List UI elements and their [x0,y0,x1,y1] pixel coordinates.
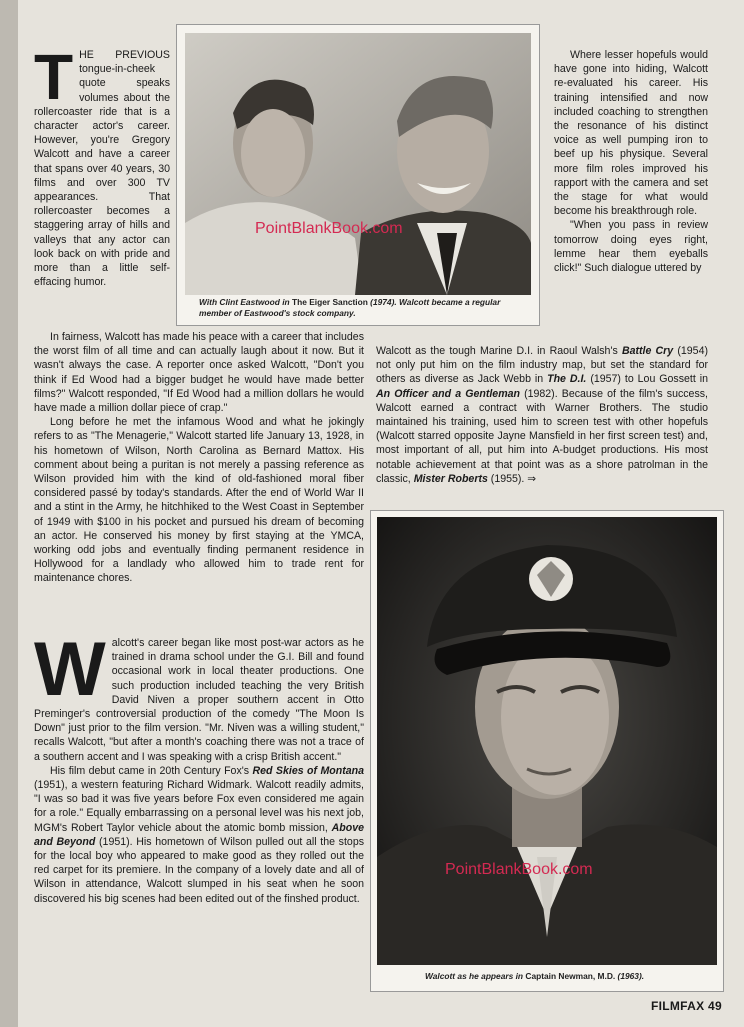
battle-cry-a: Walcott as the tough Marine D.I. in Raoul Walsh's [376,345,622,357]
fairness-paragraph: In fairness, Walcott has made his peace with a career that includes the worst film of all time and can actually laugh about it now. But it wasn't always the case. A reporter once asked Walcott, "Don't you think if Ed Wood had a bigger budget he would have made better films?" Walcott responded, "If Ed Wood had a million dollars he would have made a million dollar piece of crap." [34,331,364,415]
left-column-intro [34,41,170,289]
caption-bottom-a: Walcott as he appears in [425,971,526,981]
debut-b: (1951), a western featuring Richard Widmark. Walcott readily admits, "I was so bad it was five years before Fox even considered me again for a role." Equally embarrassing on a personal level was his next job, MGM's Robert Taylor vehicle about the atomic bomb mission, [34,779,364,834]
drop-cap-w: W [34,627,106,712]
middle-left-column [34,330,364,586]
debut-paragraph [34,764,364,906]
film-red-skies: Red Skies of Montana [252,764,364,777]
right-paragraph-2: "When you pass in review tomorrow doing eyes right, lemme hear them eyeballs click!" Such dialogue uttered by [554,219,708,275]
photo-image [185,33,531,295]
right-paragraph-1: Where lesser hopefuls would have gone into hiding, Walcott re-evaluated his career. His training intensified and now included coaching to strengthen the resonance of his distinct voice as well pumping iron to beef up his physique. Several more film roles improved his rapport with the camera and set the stage for what would become his breakthrough role. [554,49,708,218]
film-mister-roberts: Mister Roberts [413,472,488,485]
photo-captain-newman [370,510,724,992]
battle-cry-c: (1957) to Lou Gossett in [586,373,708,386]
caption-top-film: The Eiger Sanction [291,297,368,307]
battle-cry-d: (1982). Because of the film's success, Walcott earned a contract with Warner Brothers. The studio maintained his training, used him to screen test with other hopefuls (Walcott starred opposite Jayne Mansfield in her first screen test) and, most important of all, put him into A-budget productions. His most notable achievement at that point was as a shore patrolman in the classic, [376,387,708,485]
drop-cap-t: T [34,41,74,113]
watermark-bottom: PointBlankBook.com [445,861,593,878]
photo-eastwood-image [185,33,531,295]
film-above-and-beyond: Above and Beyond [34,821,364,848]
film-officer-gentleman: An Officer and a Gentleman [376,387,520,400]
career-paragraph: alcott's career began like most post-war actors as he trained in drama school under the G.I. Bill and found occasional work in local theater productions. One such production included teaching the very British David Niven a proper southern accent in Otto Preminger's controversial production of the comedy "The Moon Is Down" just prior to the film version. "Mr. Niven was a willing student," recalls Walcott, "but after a month's coaching there was not a trace of a southern accent and I was speaking with a crisp British accent." [34,637,364,763]
caption-bottom-b: (1963). [615,971,645,981]
caption-top [199,297,527,318]
caption-bottom [425,971,715,982]
battle-cry-e: (1955). ⇒ [487,472,537,485]
photo-captain-newman-image [377,517,717,965]
debut-c: (1951). His hometown of Wilson pulled out all the stops for the local boy who appeared to make good as they rolled out the red carpet for its premiere. In the company of a lovely date and all of Wilson in attendance, Walcott slumped in his seat when he soon discovered his big scenes had been edited out of the finshed product. [34,835,365,905]
debut-a: His film debut came in 20th Century Fox's [50,764,253,777]
caption-top-a: With Clint Eastwood in [199,297,292,307]
menagerie-paragraph: Long before he met the infamous Wood and what he jokingly refers to as "The Menagerie," Walcott started life January 13, 1928, in his hometown of Wilson, North Carolina as Bernard Mattox. His comment about being a puritan is not merely a passing reference as Wilson provided him with the kind of old-fashioned moral fiber considered passé by today's standards. After the end of World War II and a stint in the Army, he hitchhiked to the West Coast in September of 1949 with $100 in his pocket and pursued his dream of becoming an actor. He conserved his money by first staying at the YMCA, working odd jobs and eventually finding permanent residence in Hollywood for a landlady who allowed him to trade rent for maintenance chores. [34,416,364,585]
intro-paragraph: HE PREVIOUS tongue-in-cheek quote speaks volumes about the rollercoaster ride that is a character actor's career. However, you're Gregory Walcott and have a career that spans over 40 years, 30 films and over 300 TV appearances. That rollercoaster becomes a staggering array of hills and valleys that any actor can look back on with pride and more than a little self-effacing humor. [34,49,170,289]
right-column-intro [554,48,708,275]
battle-cry-b: (1954) not only put him on the film industry map, but set the standard for others as diverse as Jack Webb in [376,345,708,386]
caption-bottom-film: Captain Newman, M.D. [525,971,616,981]
lower-left-column [34,627,365,906]
page-footer: FILMFAX 49 [650,999,722,1013]
film-the-di: The D.I. [547,373,587,386]
caption-top-b: (1974). Walcott became a regular member of Eastwood's stock company. [199,297,501,318]
photo-eastwood [176,24,540,326]
page-edge [0,0,18,1027]
film-battle-cry: Battle Cry [621,345,674,357]
middle-right-column [376,344,708,486]
photo-image-2 [377,517,717,965]
watermark-top: PointBlankBook.com [255,220,403,237]
